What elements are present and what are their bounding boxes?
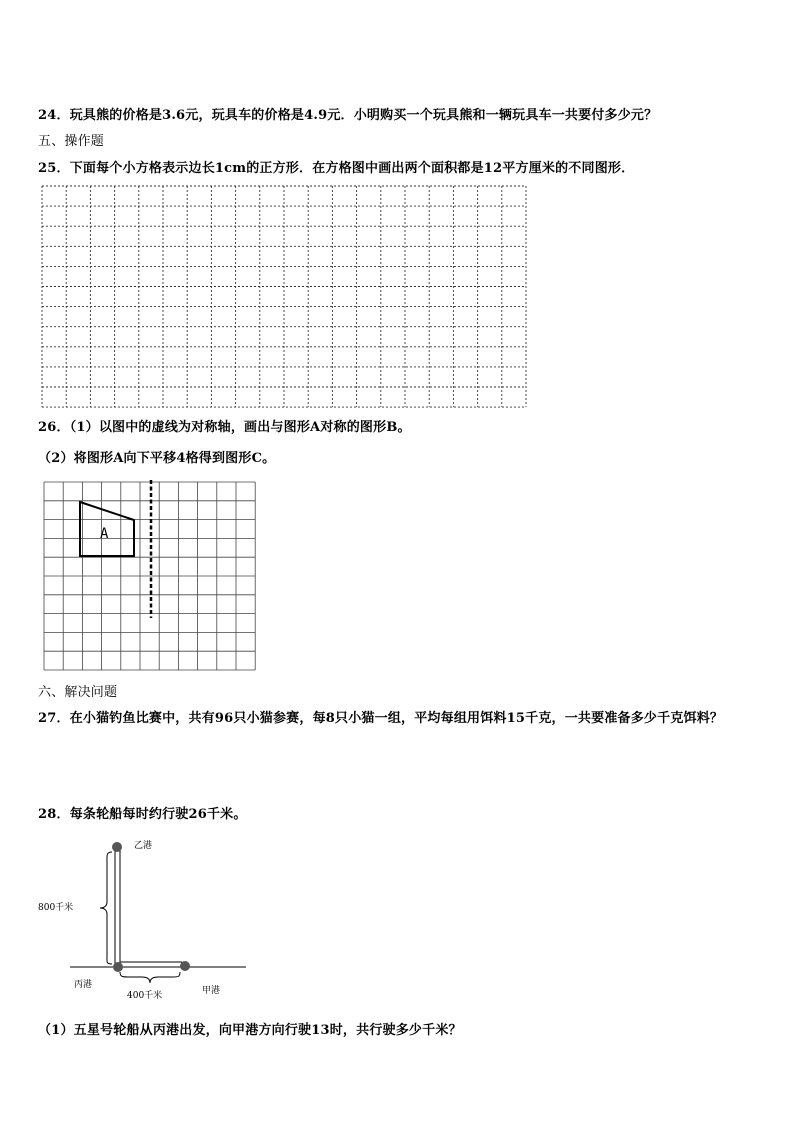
east-port-label: 甲港 bbox=[202, 986, 221, 996]
north-port-dot bbox=[112, 842, 122, 852]
question-24: 24．玩具熊的价格是3.6元，玩具车的价格是4.9元．小明购买一个玩具熊和一辆玩具车一共要付多少元？ bbox=[38, 108, 658, 123]
section-5-heading: 五、操作题 bbox=[38, 134, 105, 149]
question-25: 25．下面每个小方格表示边长1cm的正方形．在方格图中画出两个面积都是12平方厘米的不同图形． bbox=[38, 161, 635, 176]
port-map-diagram bbox=[30, 832, 260, 1010]
question-28-part-1: （1）五星号轮船从丙港出发，向甲港方向行驶13时，共行驶多少千米？ bbox=[38, 1023, 462, 1038]
origin-port-label: 丙港 bbox=[74, 980, 93, 990]
route-path bbox=[120, 846, 182, 962]
east-port-dot bbox=[180, 961, 190, 971]
north-port-label: 乙港 bbox=[134, 841, 153, 851]
origin-port-dot bbox=[113, 962, 123, 972]
section-6-heading: 六、解决问题 bbox=[38, 685, 118, 700]
question-28: 28．每条轮船每时约行驶26千米。 bbox=[38, 807, 247, 822]
vertical-distance-label: 800千米 bbox=[38, 903, 74, 913]
vertical-brace bbox=[100, 852, 112, 964]
horizontal-distance-label: 400千米 bbox=[127, 991, 163, 1001]
horizontal-brace bbox=[120, 972, 180, 983]
symmetry-grid bbox=[42, 480, 260, 674]
question-26-part-1: 26．（1）以图中的虚线为对称轴，画出与图形A对称的图形B。 bbox=[38, 420, 411, 435]
dashed-square-grid bbox=[40, 184, 530, 410]
question-26-part-2: （2）将图形A向下平移4格得到图形C。 bbox=[38, 451, 276, 466]
shape-a-label: A bbox=[100, 526, 109, 542]
question-27: 27．在小猫钓鱼比赛中，共有96只小猫参赛，每8只小猫一组，平均每组用饵料15千克，一共要准备多少千克饵料？ bbox=[38, 711, 724, 726]
